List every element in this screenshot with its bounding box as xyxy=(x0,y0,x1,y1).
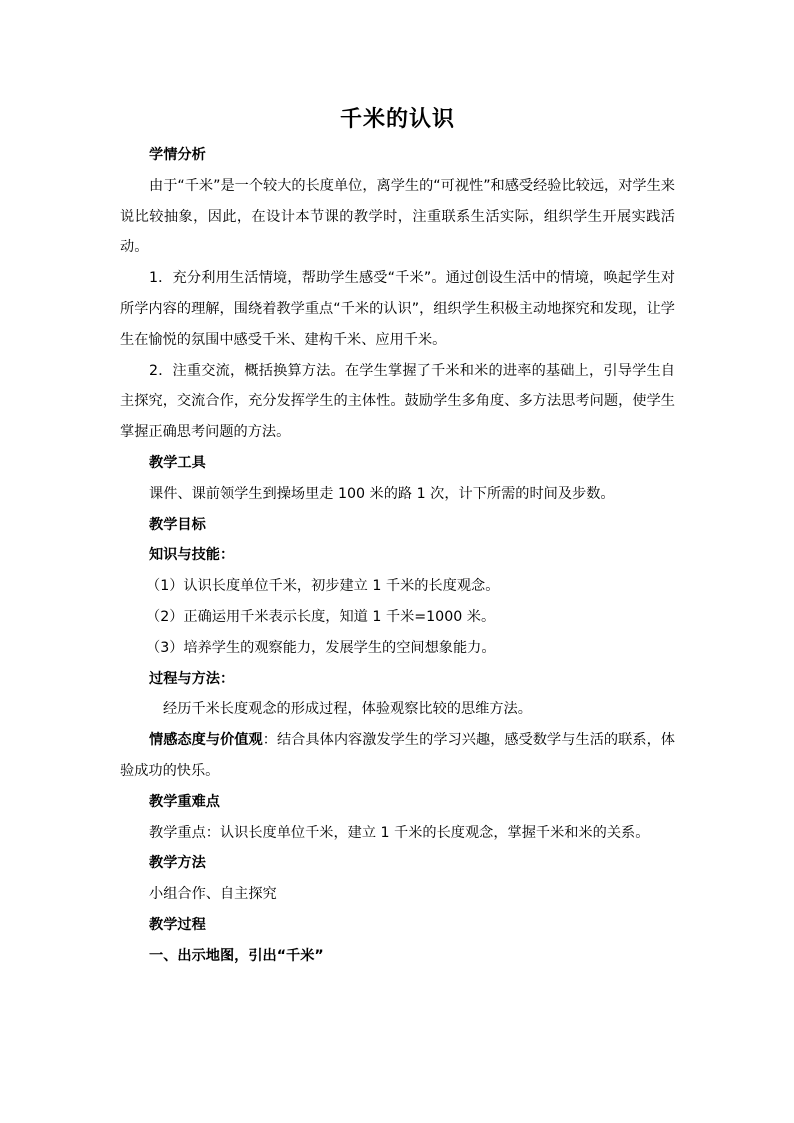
paragraph-process-method: 经历千米长度观念的形成过程，体验观察比较的思维方法。 xyxy=(163,701,532,718)
paragraph-emotion-values xyxy=(120,725,675,787)
section-heading-teaching-goals: 教学目标 xyxy=(149,516,206,533)
paragraph-teaching-methods: 小组合作、自主探究 xyxy=(149,886,277,903)
paragraph-learning-analysis-3: 2．注重交流，概括换算方法。在学生掌握了千米和米的进率的基础上，引导学生自主探究，交流合作，充分发挥学生的主体性。鼓励学生多角度、多方法思考问题，使学生掌握正确思考问题的方法。 xyxy=(120,362,675,441)
paragraph-teaching-tools: 课件、课前领学生到操场里走 100 米的路 1 次，计下所需的时间及步数。 xyxy=(149,485,615,502)
paragraph-learning-analysis-1: 由于“千米”是一个较大的长度单位，离学生的“可视性”和感受经验比较远，对学生来说比较抽象，因此，在设计本节课的教学时，注重联系生活实际，组织学生开展实践活动。 xyxy=(120,177,675,256)
subheading-emotion-values: 情感态度与价值观 xyxy=(149,732,263,749)
paragraph-key-points: 教学重点：认识长度单位千米，建立 1 千米的长度观念，掌握千米和米的关系。 xyxy=(149,824,650,841)
goal-item-2: （2）正确运用千米表示长度，知道 1 千米=1000 米。 xyxy=(146,608,496,625)
subheading-process-method: 过程与方法： xyxy=(149,670,235,687)
subheading-knowledge-skills: 知识与技能： xyxy=(149,547,235,564)
section-heading-teaching-process: 教学过程 xyxy=(149,916,206,933)
document-title: 千米的认识 xyxy=(339,107,455,132)
section-heading-key-difficult-points: 教学重难点 xyxy=(149,793,220,810)
goal-item-3: （3）培养学生的观察能力，发展学生的空间想象能力。 xyxy=(146,639,496,656)
goal-item-1: （1）认识长度单位千米，初步建立 1 千米的长度观念。 xyxy=(146,578,500,595)
document-body xyxy=(120,102,675,972)
section-heading-learning-analysis: 学情分析 xyxy=(149,147,206,163)
section-heading-teaching-methods: 教学方法 xyxy=(149,855,206,872)
process-step-1: 一、出示地图，引出“千米” xyxy=(149,947,324,964)
section-heading-teaching-tools: 教学工具 xyxy=(149,454,206,471)
paragraph-learning-analysis-2: 1．充分利用生活情境，帮助学生感受“千米”。通过创设生活中的情境，唤起学生对所学内容的理解，围绕着教学重点“千米的认识”，组织学生积极主动地探究和发现，让学生在愉悦的氛围中感受千米、建构千米、应用千米。 xyxy=(120,270,675,348)
emotion-values-text: ：结合具体内容激发学生的学习兴趣，感受数学与生活的联系，体验成功的快乐。 xyxy=(120,732,675,779)
